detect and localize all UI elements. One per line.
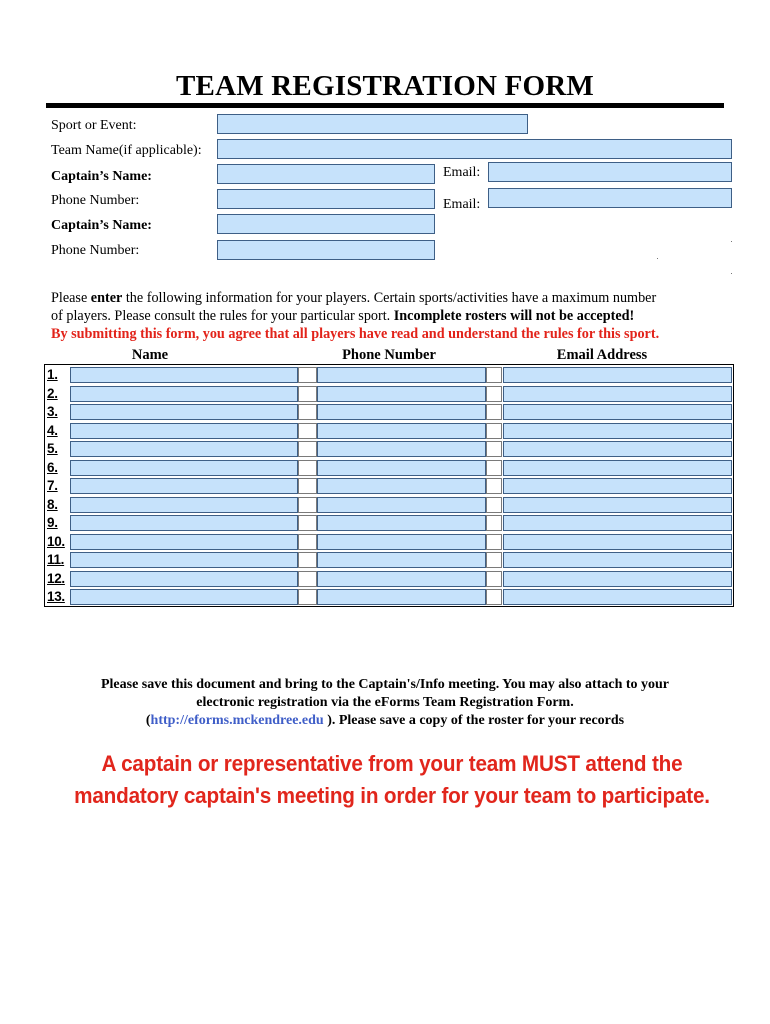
column-header-name: Name: [131, 347, 169, 363]
player-name-input[interactable]: [70, 367, 298, 383]
spacer-cell: [486, 441, 502, 457]
row-number: 12.: [47, 570, 65, 586]
row-number: 9.: [47, 515, 58, 530]
team-name-label: Team Name(if applicable):: [51, 143, 202, 158]
agreement-statement: By submitting this form, you agree that all players have read and understand the rules for this sport.: [51, 326, 660, 342]
player-name-input[interactable]: [70, 534, 298, 550]
table-row: [44, 459, 732, 477]
table-row: [44, 440, 732, 458]
instructions-emphasis: enter: [90, 290, 123, 306]
player-name-input[interactable]: [70, 404, 298, 420]
save-note-line-1: Please save this document and bring to the Captain's/Info meeting. You may also attach to your: [100, 677, 670, 692]
player-phone-input[interactable]: [317, 515, 486, 531]
player-email-input[interactable]: [503, 497, 732, 513]
spacer-cell: [486, 589, 502, 605]
player-email-input[interactable]: [503, 515, 732, 531]
row-number: 4.: [47, 422, 58, 438]
meeting-warning: [31, 748, 752, 812]
spacer-cell: [298, 386, 317, 402]
spacer-cell: [298, 460, 317, 476]
meeting-warning-line-2: mandatory captain's meeting in order for your team to participate.: [74, 783, 710, 808]
stray-mark: [731, 241, 732, 242]
player-email-input[interactable]: [503, 404, 732, 420]
player-name-input[interactable]: [70, 552, 298, 568]
player-email-input[interactable]: [503, 386, 732, 402]
row-number: 11.: [47, 552, 65, 567]
incomplete-roster-warning: Incomplete rosters will not be accepted!: [393, 308, 635, 324]
player-email-input[interactable]: [503, 423, 732, 439]
spacer-cell: [486, 386, 502, 402]
table-row: [44, 588, 732, 606]
spacer-cell: [298, 589, 317, 605]
table-row: [44, 551, 732, 569]
captain2-email-label: Email:: [443, 197, 481, 212]
player-name-input[interactable]: [70, 571, 298, 587]
table-row: [44, 422, 732, 440]
player-phone-input[interactable]: [317, 460, 486, 476]
player-email-input[interactable]: [503, 552, 732, 568]
paren: (: [145, 713, 151, 728]
player-email-input[interactable]: [503, 534, 732, 550]
instructions-line-1: [51, 289, 731, 307]
table-row: [44, 514, 732, 532]
spacer-cell: [298, 478, 317, 494]
player-email-input[interactable]: [503, 441, 732, 457]
table-row: [44, 366, 732, 384]
spacer-cell: [298, 367, 317, 383]
phone2-label: Phone Number:: [51, 243, 140, 258]
stray-mark: [731, 273, 732, 274]
spacer-cell: [298, 497, 317, 513]
instructions-text: Please: [51, 290, 91, 306]
player-email-input[interactable]: [503, 478, 732, 494]
spacer-cell: [486, 404, 502, 420]
spacer-cell: [486, 497, 502, 513]
spacer-cell: [298, 423, 317, 439]
phone1-label: Phone Number:: [51, 193, 140, 208]
player-name-input[interactable]: [70, 589, 298, 605]
row-number: 10.: [47, 533, 65, 549]
instructions-text: the following information for your players. Certain sports/activities have a maximum number: [122, 290, 657, 306]
row-number: 8.: [47, 496, 58, 512]
player-phone-input[interactable]: [317, 441, 486, 457]
player-name-input[interactable]: [70, 441, 298, 457]
form-title: TEAM REGISTRATION FORM: [176, 70, 594, 102]
spacer-cell: [486, 534, 502, 550]
save-note-line-3: [0, 712, 770, 730]
table-row: [44, 533, 732, 551]
player-phone-input[interactable]: [317, 404, 486, 420]
column-header-email: Email Address: [556, 347, 648, 363]
player-phone-input[interactable]: [317, 386, 486, 402]
table-row: [44, 385, 732, 403]
spacer-cell: [486, 552, 502, 568]
eforms-link[interactable]: http://eforms.mckendree.edu: [150, 713, 324, 728]
team-name-input[interactable]: [217, 139, 732, 159]
captain1-name-label: Captain’s Name:: [51, 169, 152, 184]
captain1-name-input[interactable]: [217, 164, 435, 184]
captain2-name-input[interactable]: [217, 214, 435, 234]
row-number: 6.: [47, 459, 58, 475]
phone1-input[interactable]: [217, 189, 435, 209]
row-number: 13.: [47, 589, 65, 604]
spacer-cell: [298, 404, 317, 420]
instructions-text: of players. Please consult the rules for your particular sport.: [51, 308, 394, 324]
captain1-email-label: Email:: [443, 165, 481, 180]
save-note-text: ). Please save a copy of the roster for your records: [323, 713, 625, 728]
table-row: [44, 496, 732, 514]
player-email-input[interactable]: [503, 460, 732, 476]
player-email-input[interactable]: [503, 589, 732, 605]
stray-mark: [657, 258, 658, 259]
table-row: [44, 570, 732, 588]
phone2-input[interactable]: [217, 240, 435, 260]
table-row: [44, 477, 732, 495]
player-phone-input[interactable]: [317, 534, 486, 550]
player-email-input[interactable]: [503, 367, 732, 383]
sport-input[interactable]: [217, 114, 528, 134]
player-name-input[interactable]: [70, 386, 298, 402]
instructions: [51, 289, 731, 343]
spacer-cell: [298, 534, 317, 550]
spacer-cell: [486, 515, 502, 531]
player-name-input[interactable]: [70, 478, 298, 494]
column-header-phone: Phone Number: [342, 347, 436, 363]
spacer-cell: [486, 460, 502, 476]
captain1-email-input[interactable]: [488, 162, 732, 182]
spacer-cell: [298, 571, 317, 587]
player-phone-input[interactable]: [317, 571, 486, 587]
meeting-warning-line-1: A captain or representative from your team MUST attend the: [101, 751, 683, 776]
spacer-cell: [298, 441, 317, 457]
title-divider: [46, 103, 724, 108]
player-name-input[interactable]: [70, 515, 298, 531]
row-number: 3.: [47, 404, 58, 419]
spacer-cell: [486, 423, 502, 439]
spacer-cell: [298, 552, 317, 568]
sport-label: Sport or Event:: [51, 118, 137, 133]
instructions-line-2: [51, 307, 731, 325]
player-phone-input[interactable]: [317, 589, 486, 605]
save-note: [0, 676, 770, 730]
row-number: 5.: [47, 441, 58, 456]
row-number: 1.: [47, 367, 58, 382]
player-phone-input[interactable]: [317, 367, 486, 383]
row-number: 2.: [47, 385, 58, 401]
spacer-cell: [486, 478, 502, 494]
spacer-cell: [298, 515, 317, 531]
player-phone-input[interactable]: [317, 552, 486, 568]
row-number: 7.: [47, 478, 58, 493]
save-note-line-2: electronic registration via the eForms Team Registration Form.: [196, 695, 574, 710]
spacer-cell: [486, 571, 502, 587]
player-phone-input[interactable]: [317, 478, 486, 494]
player-phone-input[interactable]: [317, 423, 486, 439]
player-email-input[interactable]: [503, 571, 732, 587]
captain2-name-label: Captain’s Name:: [51, 218, 152, 233]
captain2-email-input[interactable]: [488, 188, 732, 208]
player-name-input[interactable]: [70, 423, 298, 439]
table-row: [44, 403, 732, 421]
player-name-input[interactable]: [70, 497, 298, 513]
player-phone-input[interactable]: [317, 497, 486, 513]
player-name-input[interactable]: [70, 460, 298, 476]
spacer-cell: [486, 367, 502, 383]
